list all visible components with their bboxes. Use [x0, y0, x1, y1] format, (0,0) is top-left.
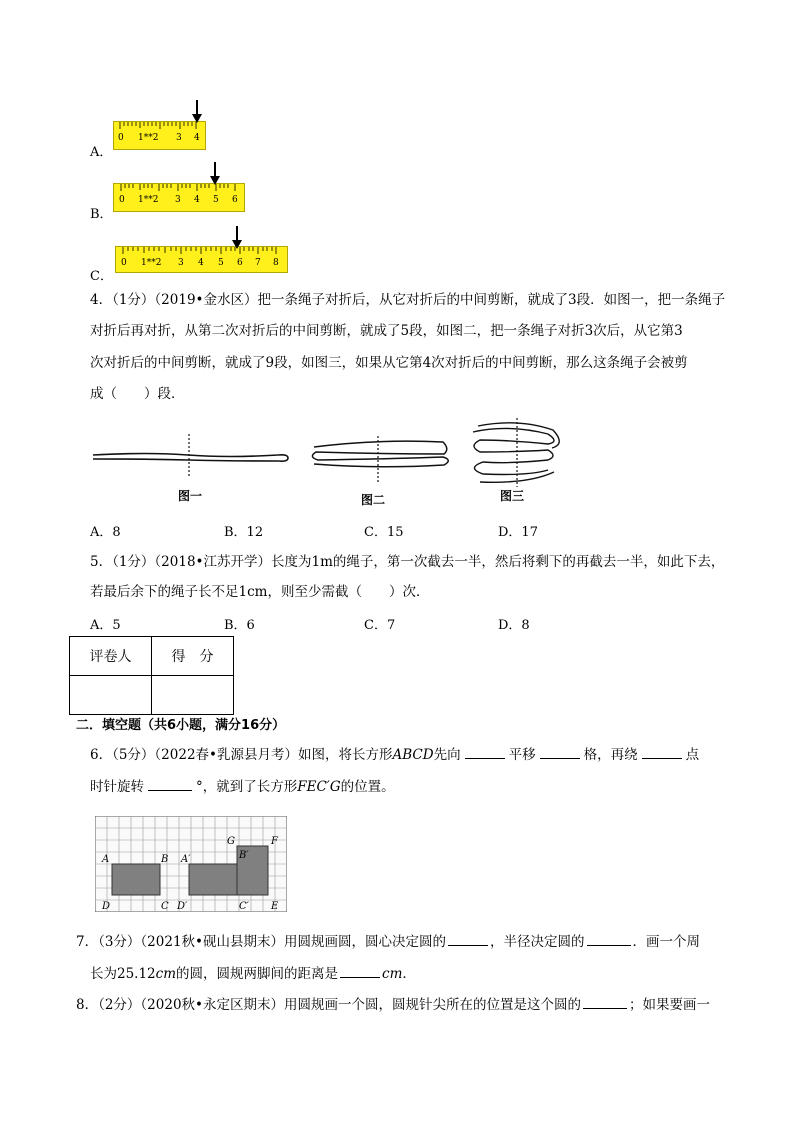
fig-label-3: 图三: [500, 489, 525, 503]
q5-option-b[interactable]: B．6: [224, 618, 255, 633]
grid-label-d-prime: D′: [177, 901, 188, 912]
q6-blank-2[interactable]: [540, 758, 580, 759]
grid-label-e: E: [271, 901, 279, 912]
grid-label-f: F: [271, 836, 278, 847]
rect-abcd: ABCD: [392, 747, 434, 763]
option-b-label: B．: [90, 207, 113, 222]
q5-option-a[interactable]: A．5: [90, 618, 121, 633]
q5-line-2: 若最后余下的绳子长不足1cm，则至少需截（ ）次．: [90, 584, 430, 600]
rope-figure-3: [473, 418, 559, 487]
ruler-tick-label: 3: [175, 195, 181, 205]
q4-line-3: 次对折后的中间剪断，就成了9段，如图三，如果从它第4次对折后的中间剪断，那么这条绳子会被剪: [90, 355, 688, 371]
grid-label-b-prime: B′: [239, 850, 249, 861]
ruler-tick-label: 0: [119, 195, 125, 205]
grid-label-b: B: [161, 854, 169, 865]
grid-label-c-prime: C′: [239, 901, 249, 912]
q5-option-c[interactable]: C．7: [364, 618, 396, 633]
arrow-down-icon: [209, 162, 221, 186]
q7-blank-2[interactable]: [587, 945, 631, 946]
rope-figure-2: [312, 436, 448, 482]
ruler-tick-label: 6: [232, 195, 238, 205]
ruler-tick-label: 1**2: [141, 258, 162, 268]
score-header-score: 得 分: [152, 637, 234, 676]
ruler-a: [113, 121, 206, 150]
score-header-grader: 评卷人: [70, 637, 152, 676]
q7-line-1: 7．（3分）（2021秋•砚山县期末）用圆规画圆，圆心决定圆的 ，半径决定圆的 ．画一个周: [76, 934, 700, 950]
arrow-down-icon: [191, 100, 203, 124]
rope-figures: [88, 412, 568, 507]
q6-line-2: 时针旋转 °，就到了长方形FEC′G的位置。: [90, 779, 395, 795]
q7-line-2: 长为25.12cm的圆，圆规两脚间的距离是 cm．: [90, 966, 416, 982]
q5-line-1: 5．（1分）（2018•江苏开学）长度为1m的绳子，第一次截去一半，然后将剩下的再截去一半，如此下去，: [90, 554, 725, 570]
ruler-tick-label: 0: [121, 258, 127, 268]
ruler-b: [113, 183, 245, 212]
q4-line-2: 对折后再对折，从第二次对折后的中间剪断，就成了5段，如图二，把一条绳子对折3次后，从它第3: [90, 323, 683, 339]
ruler-tick-label: 4: [194, 195, 200, 205]
grid-label-g: G: [227, 836, 235, 847]
score-cell-grader[interactable]: [70, 676, 152, 715]
q6-line-1: 6．（5分）（2022春•乳源县月考）如图，将长方形ABCD先向 平移 格，再绕 点: [90, 747, 700, 763]
option-c-label: C．: [90, 269, 113, 284]
option-a-label: A．: [90, 145, 113, 160]
q4-line-4: 成（ ）段．: [90, 386, 185, 402]
q6-blank-1[interactable]: [465, 758, 505, 759]
ruler-tick-label: 4: [198, 258, 204, 268]
q8-blank-1[interactable]: [583, 1008, 627, 1009]
ruler-tick-label: 3: [178, 258, 184, 268]
q7-blank-1[interactable]: [448, 945, 488, 946]
score-cell-score[interactable]: [152, 676, 234, 715]
ruler-tick-label: 3: [176, 133, 182, 143]
q6-blank-3[interactable]: [642, 758, 682, 759]
q8-line-1: 8．（2分）（2020秋•永定区期末）用圆规画一个圆，圆规针尖所在的位置是这个圆的 ；如果要画一: [76, 997, 710, 1013]
ruler-tick-label: 5: [218, 258, 224, 268]
q4-option-a[interactable]: A．8: [90, 525, 121, 540]
ruler-a-ticks: [114, 122, 205, 149]
q4-option-c[interactable]: C．15: [364, 525, 404, 540]
q5-option-d[interactable]: D．8: [498, 618, 530, 633]
ruler-tick-label: 1**2: [138, 133, 159, 143]
grid-label-d: D: [102, 901, 111, 912]
rect-fecg: FEC′G: [297, 779, 341, 795]
ruler-tick-label: 8: [273, 258, 279, 268]
ruler-tick-label: 7: [255, 258, 261, 268]
grid-label-a-prime: A′: [181, 854, 191, 865]
q7-blank-3[interactable]: [340, 977, 380, 978]
rope-figure-1: [93, 434, 288, 478]
score-table: [69, 636, 234, 715]
ruler-tick-label: 1**2: [138, 195, 159, 205]
fig-label-2: 图二: [361, 493, 386, 507]
grid-label-c: C: [161, 901, 169, 912]
ruler-tick-label: 4: [194, 133, 200, 143]
grid-label-a: A: [102, 854, 110, 865]
q4-line-1: 4．（1分）（2019•金水区）把一条绳子对折后，从它对折后的中间剪断，就成了3段．如图一，把一条绳子: [90, 292, 726, 308]
ruler-tick-label: 6: [237, 258, 243, 268]
ruler-c: [115, 246, 288, 273]
q4-option-b[interactable]: B．12: [224, 525, 264, 540]
ruler-tick-label: 0: [118, 133, 124, 143]
arrow-down-icon: [231, 226, 243, 250]
grid-figure: [95, 816, 287, 912]
ruler-tick-label: 5: [213, 195, 219, 205]
fig-label-1: 图一: [178, 489, 203, 503]
q4-option-d[interactable]: D．17: [498, 525, 538, 540]
q6-blank-4[interactable]: [148, 790, 192, 791]
section-title: 二．填空题（共6小题，满分16分）: [76, 718, 286, 733]
